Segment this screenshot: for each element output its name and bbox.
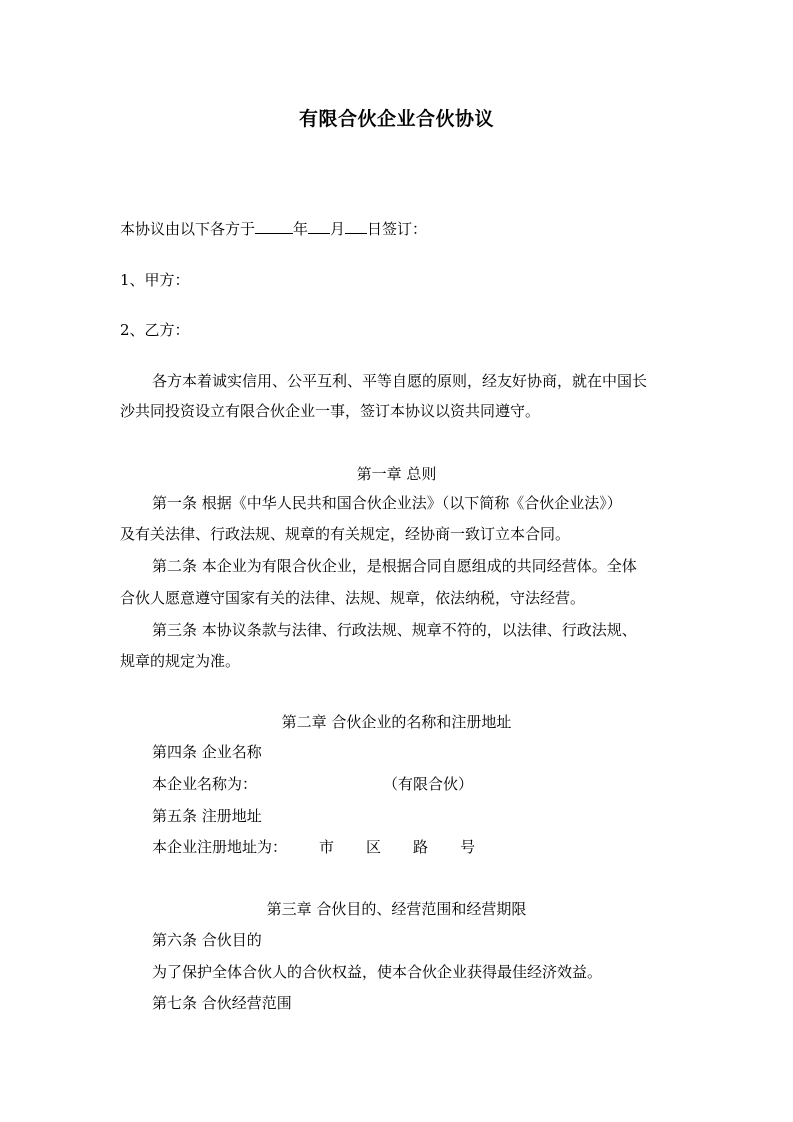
purpose-line: 为了保护全体合伙人的合伙权益，使本合伙企业获得最佳经济效益。 xyxy=(152,963,603,981)
preamble-line-1: 各方本着诚实信用、公平互利、平等自愿的原则，经友好协商，就在中国长 xyxy=(152,372,648,390)
article-2-line-1: 第二条 本企业为有限合伙企业，是根据合同自愿组成的共同经营体。全体 xyxy=(152,557,637,575)
chapter-3-heading: 第三章 合伙目的、经营范围和经营期限 xyxy=(266,900,527,918)
article-1-line-2: 及有关法律、行政法规、规章的有关规定，经协商一致订立本合同。 xyxy=(120,525,571,543)
address-city: 市 xyxy=(319,838,335,856)
registered-address-line xyxy=(152,837,475,857)
day-blank xyxy=(345,218,367,234)
address-label: 本企业注册地址为： xyxy=(152,838,288,856)
month-label: 月 xyxy=(330,220,346,238)
document-title: 有限合伙企业合伙协议 xyxy=(298,108,494,130)
enterprise-name-label: 本企业名称为： xyxy=(152,775,258,793)
year-label: 年 xyxy=(293,220,309,238)
article-1-line-1: 第一条 根据《中华人民共和国合伙企业法》（以下简称《合伙企业法》） xyxy=(152,494,622,512)
signing-date-prefix: 本协议由以下各方于 xyxy=(120,220,256,238)
day-label: 日签订： xyxy=(367,220,428,238)
address-number: 号 xyxy=(460,838,476,856)
article-3-line-1: 第三条 本协议条款与法律、行政法规、规章不符的，以法律、行政法规、 xyxy=(152,621,637,639)
chapter-2-heading: 第二章 合伙企业的名称和注册地址 xyxy=(281,713,512,731)
enterprise-name-suffix: （有限合伙） xyxy=(383,775,474,793)
enterprise-name-line xyxy=(152,774,473,794)
signing-date-line xyxy=(120,218,427,239)
preamble-line-2: 沙共同投资设立有限合伙企业一事，签订本协议以资共同遵守。 xyxy=(120,402,541,420)
address-district: 区 xyxy=(366,838,382,856)
party-b-line: 2、乙方： xyxy=(120,321,190,339)
article-6-heading: 第六条 合伙目的 xyxy=(152,931,262,949)
month-blank xyxy=(308,218,330,234)
year-blank xyxy=(255,218,293,234)
article-7-heading: 第七条 合伙经营范围 xyxy=(152,994,292,1012)
party-a-line: 1、甲方： xyxy=(120,271,190,289)
article-3-line-2: 规章的规定为准。 xyxy=(120,652,241,670)
chapter-1-heading: 第一章 总则 xyxy=(356,465,437,483)
article-4-heading: 第四条 企业名称 xyxy=(152,743,262,761)
article-2-line-2: 合伙人愿意遵守国家有关的法律、法规、规章，依法纳税，守法经营。 xyxy=(120,589,586,607)
article-5-heading: 第五条 注册地址 xyxy=(152,807,262,825)
address-road: 路 xyxy=(413,838,429,856)
